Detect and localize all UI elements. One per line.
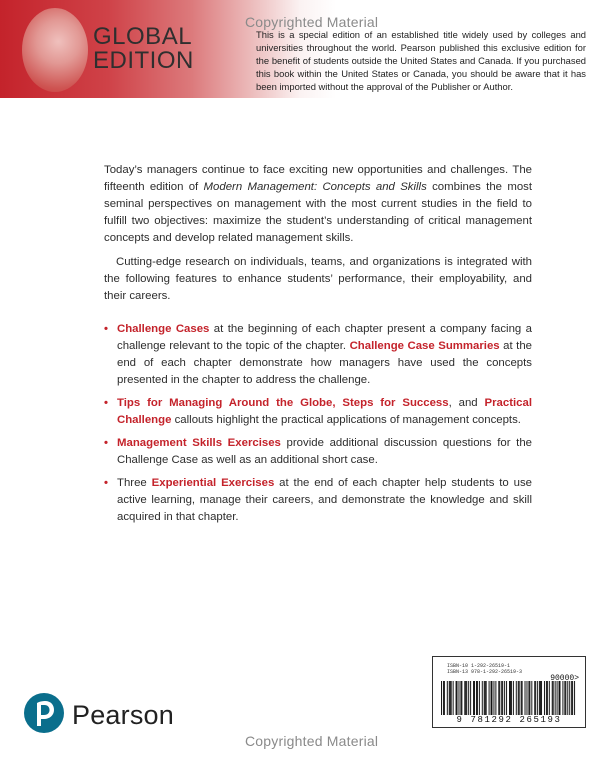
feature-highlight: Practical Challenge: [117, 397, 532, 426]
book-title: Modern Management: Concepts and Skills: [203, 181, 427, 193]
isbn-13: ISBN-13 978-1-292-26519-3: [447, 669, 523, 675]
global-edition-label: [93, 25, 213, 73]
feature-highlight: Challenge Case Summaries: [349, 340, 500, 352]
list-item: • Three Experiential Exercises at the end of each chapter help students to use active learning, manage their careers, and demonstrate the knowledge and skill acquired in that chapter.: [104, 477, 533, 523]
bullet-icon: •: [104, 437, 108, 449]
barcode-bars: [441, 681, 577, 715]
feature-highlight: Management Skills Exercises: [117, 437, 281, 449]
feature-highlight: Challenge Cases: [117, 323, 210, 335]
list-item: • Management Skills Exercises provide additional discussion questions for the Challenge Case as well as an additional short case.: [104, 437, 533, 466]
feature-list: [104, 321, 532, 526]
isbn-10: ISBN-10 1-292-26519-1: [447, 663, 511, 669]
list-item: • Tips for Managing Around the Globe, Steps for Success, and Practical Challenge callouts highlight the practical applications of management concepts.: [104, 397, 532, 426]
ean-number: 9 781292 265193: [456, 715, 562, 725]
edition-line-2: EDITION: [93, 47, 194, 74]
watermark-bottom: Copyrighted Material: [245, 733, 379, 749]
pearson-logo-icon: [24, 693, 64, 733]
intro-paragraph: Today’s managers continue to face exciting new opportunities and challenges. The fifteenth edition of Modern Management: Concepts and Skills combines the most seminal perspectives on management with the most current studies in the field to fulfill two objectives: maximize the student’s understanding of critical management concepts and develop related management skills.: [104, 164, 533, 244]
isbn-barcode: [432, 656, 586, 728]
isbn-lines: [447, 663, 522, 675]
publisher-name: Pearson: [72, 700, 174, 730]
watermark-top: Copyrighted Material: [245, 14, 379, 30]
feature-highlight: Tips for Managing Around the Globe, Steps for Success: [117, 397, 449, 409]
price-code: 90000>: [550, 674, 579, 683]
list-item: • Challenge Cases at the beginning of each chapter present a company facing a challenge relevant to the topic of the chapter. Challenge Case Summaries at the end of each chapter demonstrate how managers have used the concepts presented in the chapter to address the challenge.: [104, 323, 532, 386]
globe-graphic: [22, 8, 88, 92]
barcode-graphic: [441, 681, 577, 715]
back-cover-copy: [104, 162, 532, 532]
edition-line-1: GLOBAL: [93, 23, 193, 50]
bullet-icon: •: [104, 323, 108, 335]
feature-highlight: Experiential Exercises: [151, 477, 275, 489]
edition-notice: This is a special edition of an established title widely used by colleges and universities throughout the world. Pearson published this exclusive edition for the benefit of students outside the United States and Canada. If you purchased this book within the United States or Canada, you should be aware that it has been imported without the approval of the Publisher or Author.: [256, 29, 586, 92]
bullet-icon: •: [104, 477, 108, 489]
features-intro-paragraph: Cutting-edge research on individuals, teams, and organizations is integrated with the following features to enhance students’ performance, their employability, and their careers.: [104, 256, 532, 302]
bullet-icon: •: [104, 397, 108, 409]
